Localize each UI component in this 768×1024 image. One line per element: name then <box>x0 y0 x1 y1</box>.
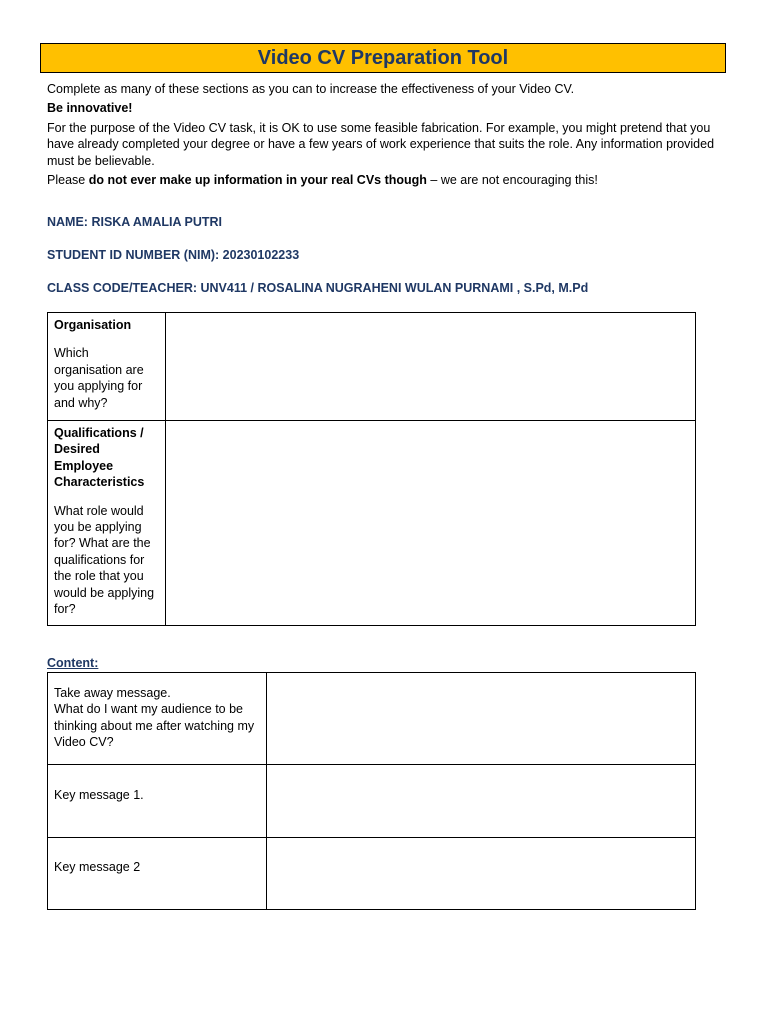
intro-line-4-bold: do not ever make up information in your real CVs though <box>88 173 427 188</box>
organisation-heading: Organisation <box>54 318 132 332</box>
content-table <box>47 672 696 910</box>
intro-section <box>47 81 727 191</box>
key-message-2-label: Key message 2 <box>54 860 141 874</box>
intro-line-4-post: – we are not encouraging this! <box>426 173 598 188</box>
key-message-1-label-cell <box>48 765 267 838</box>
organisation-answer-cell[interactable] <box>166 313 696 421</box>
content-heading: Content: <box>47 656 99 670</box>
qualifications-answer-cell[interactable] <box>166 421 696 626</box>
key-message-2-label-cell <box>48 838 267 910</box>
organisation-question: Which organisation are you applying for and why? <box>54 346 144 410</box>
student-id: STUDENT ID NUMBER (NIM): 20230102233 <box>47 248 300 262</box>
takeaway-heading: Take away message. <box>54 686 171 700</box>
student-name: NAME: RISKA AMALIA PUTRI <box>47 215 222 229</box>
key-message-2-answer-cell[interactable] <box>267 838 696 910</box>
key-message-1-label: Key message 1. <box>54 788 144 802</box>
takeaway-question: What do I want my audience to be thinking about me after watching my Video CV? <box>54 702 255 750</box>
organisation-table <box>47 312 696 626</box>
page-title: Video CV Preparation Tool <box>40 43 726 73</box>
key-message-1-answer-cell[interactable] <box>267 765 696 838</box>
qualifications-label-cell <box>48 421 166 626</box>
intro-line-1: Complete as many of these sections as you can to increase the effectiveness of your Video CV. <box>47 82 575 96</box>
class-code-teacher: CLASS CODE/TEACHER: UNV411 / ROSALINA NUGRAHENI WULAN PURNAMI , S.Pd, M.Pd <box>47 281 589 295</box>
takeaway-answer-cell[interactable] <box>267 673 696 765</box>
organisation-label-cell <box>48 313 166 421</box>
intro-line-4 <box>47 172 727 188</box>
intro-line-3: For the purpose of the Video CV task, it is OK to use some feasible fabrication. For example, you might pretend that you have already completed your degree or have a few years of work experience that suits the role. Any information provided must be believable. <box>47 120 715 168</box>
intro-line-4-pre: Please <box>47 173 89 188</box>
qualifications-question: What role would you be applying for? What are the qualifications for the role that you would be applying for? <box>54 503 155 617</box>
qualifications-heading: Qualifications / Desired Employee Characteristics <box>54 426 145 490</box>
intro-line-2: Be innovative! <box>47 101 133 116</box>
takeaway-label-cell <box>48 673 267 765</box>
